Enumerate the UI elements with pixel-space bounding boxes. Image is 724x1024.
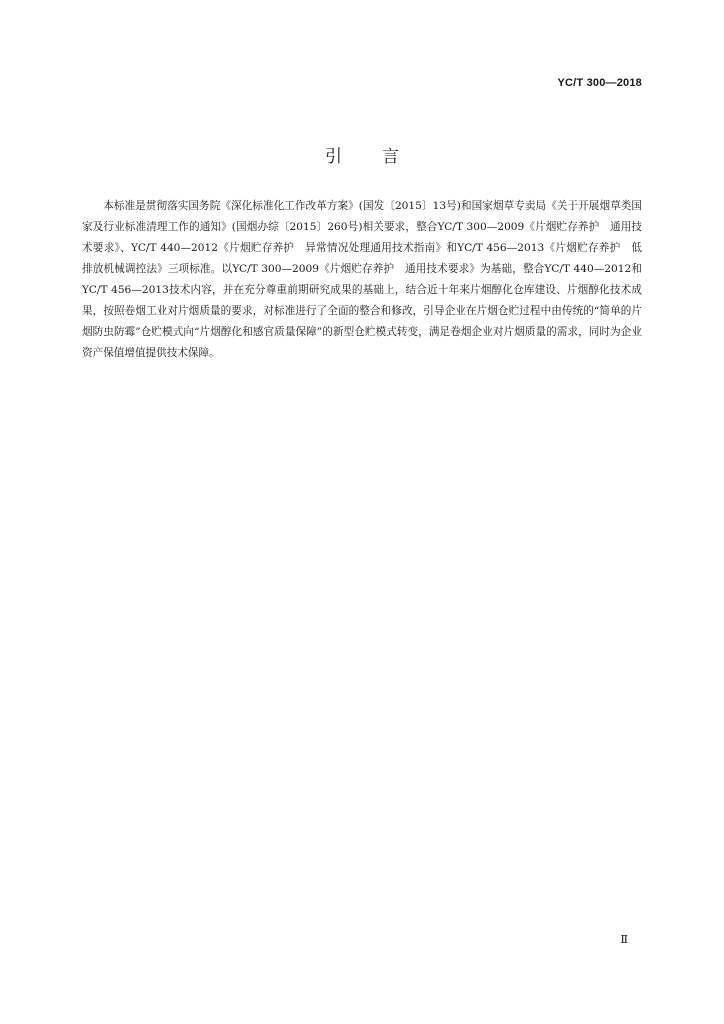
section-title: 引言 <box>325 147 439 167</box>
page-number: Ⅱ <box>620 933 628 946</box>
body-paragraph: 本标准是贯彻落实国务院《深化标准化工作改革方案》(国发〔2015〕13号)和国家烟草专卖局《关于开展烟草类国家及行业标准清理工作的通知》(国烟办综〔2015〕260号)相关要求，整合YC/T 300—2009《片烟贮存养护 通用技术要求》、YC/T 440—2012《片烟贮存养护 异常情况处理通用技术指南》和YC/T 456—2013《片烟贮存养护 低排放机械调控法》三项标准。以YC/T 300—2009《片烟贮存养护 通用技术要求》为基础，整合YC/T 440—2012和YC/T 456—2013技术内容，并在充分尊重前期研究成果的基础上，结合近十年来片烟醇化仓库建设、片烟醇化技术成果，按照卷烟工业对片烟质量的要求，对标准进行了全面的整合和修改，引导企业在片烟仓贮过程中由传统的“简单的片烟防虫防霉”仓贮模式向“片烟醇化和感官质量保障”的新型仓贮模式转变，满足卷烟企业对片烟质量的需求，同时为企业资产保值增值提供技术保障。 <box>82 200 642 359</box>
standard-code: YC/T 300—2018 <box>557 77 642 89</box>
